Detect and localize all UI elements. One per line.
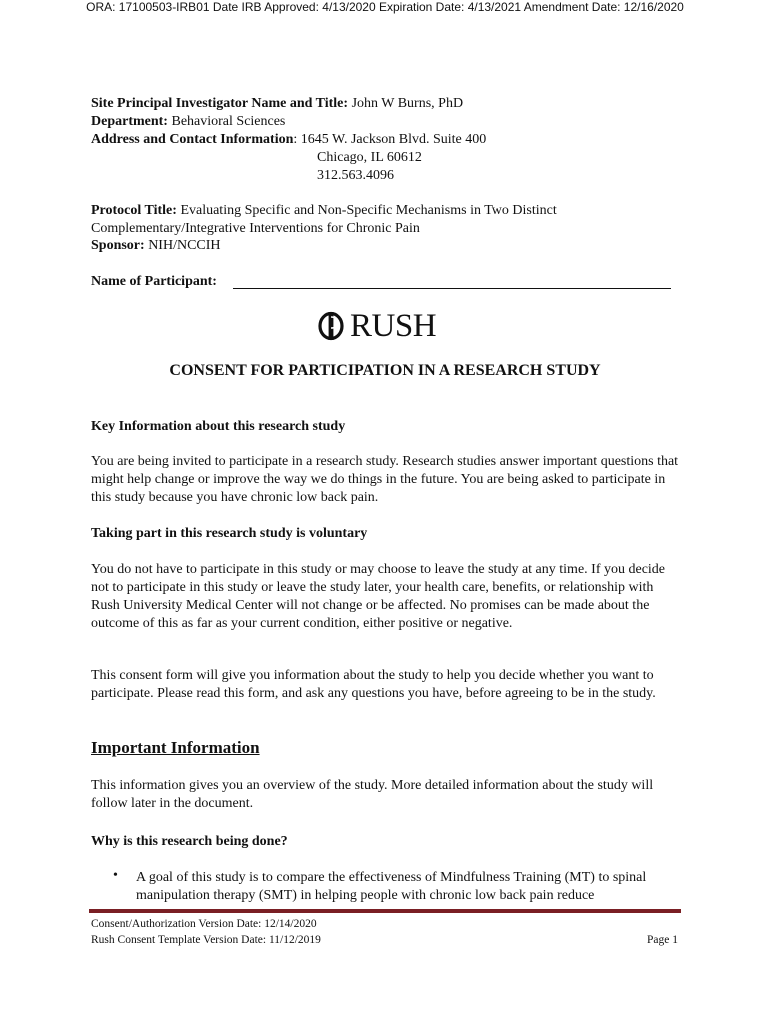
address-line-1: 1645 W. Jackson Blvd. Suite 400	[300, 132, 487, 147]
study-goal-bullet: A goal of this study is to compare the effectiveness of Mindfulness Training (MT) to spinal manipulation therapy (SMT) in helping people with chronic low back pain reduce	[136, 870, 647, 903]
rush-logo-text: RUSH	[350, 308, 437, 344]
investigator-line	[91, 95, 463, 113]
why-research-heading: Why is this research being done?	[91, 834, 288, 849]
footer-divider	[89, 909, 681, 913]
voluntary-paragraph: You do not have to participate in this study or may choose to leave the study at any time. If you decide not to participate in this study or leave the study later, your health care, benefits, or relationship with Rush University Medical Center will not change or be affected. No promises can be made about the outcome of this as far as your current condition, either positive or negative.	[91, 562, 666, 631]
address-phone: 312.563.4096	[317, 168, 394, 183]
page-number: Page 1	[647, 934, 678, 946]
voluntary-heading: Taking part in this research study is voluntary	[91, 526, 368, 541]
participant-name-label: Name of Participant:	[91, 274, 217, 289]
sponsor-line	[91, 237, 221, 255]
overview-paragraph: This information gives you an overview of the study. More detailed information about the study will follow later in the document.	[91, 778, 654, 811]
investigator-label: Site Principal Investigator Name and Title:	[91, 96, 349, 111]
protocol-label: Protocol Title:	[91, 203, 177, 218]
investigator-value: John W Burns, PhD	[351, 96, 464, 111]
consent-version-date: Consent/Authorization Version Date: 12/14/2020	[91, 918, 317, 930]
rush-logo-icon	[318, 311, 344, 341]
protocol-value-2: Complementary/Integrative Interventions for Chronic Pain	[91, 221, 420, 236]
sponsor-label: Sponsor:	[91, 238, 145, 253]
important-information-heading: Important Information	[91, 738, 260, 757]
sponsor-value: NIH/NCCIH	[148, 238, 221, 253]
address-line-2: Chicago, IL 60612	[317, 150, 422, 165]
irb-approval-header: ORA: 17100503-IRB01 Date IRB Approved: 4/13/2020 Expiration Date: 4/13/2021 Amendment Date: 12/16/2020	[86, 0, 684, 14]
protocol-value-1: Evaluating Specific and Non-Specific Mechanisms in Two Distinct	[180, 203, 557, 218]
department-label: Department:	[91, 114, 168, 129]
address-line: Address and Contact Information: 1645 W. Jackson Blvd. Suite 400	[91, 132, 487, 147]
invitation-paragraph: You are being invited to participate in a research study. Research studies answer important questions that might help change or improve the way we do things in the future. You are being asked to participate in this study because you have chronic low back pain.	[91, 454, 679, 505]
bullet-icon: •	[113, 868, 118, 883]
department-value: Behavioral Sciences	[171, 114, 286, 129]
key-information-heading: Key Information about this research study	[91, 419, 346, 434]
template-version-date: Rush Consent Template Version Date: 11/12/2019	[91, 934, 321, 946]
consent-form-paragraph: This consent form will give you information about the study to help you decide whether you want to participate. Please read this form, and ask any questions you have, before agreeing to be in the study.	[91, 668, 656, 701]
rush-logo	[318, 308, 436, 344]
department-line	[91, 113, 285, 131]
participant-name-field[interactable]	[233, 288, 671, 289]
consent-title: CONSENT FOR PARTICIPATION IN A RESEARCH STUDY	[169, 362, 601, 379]
address-label: Address and Contact Information	[91, 132, 294, 147]
protocol-title-line	[91, 202, 557, 220]
